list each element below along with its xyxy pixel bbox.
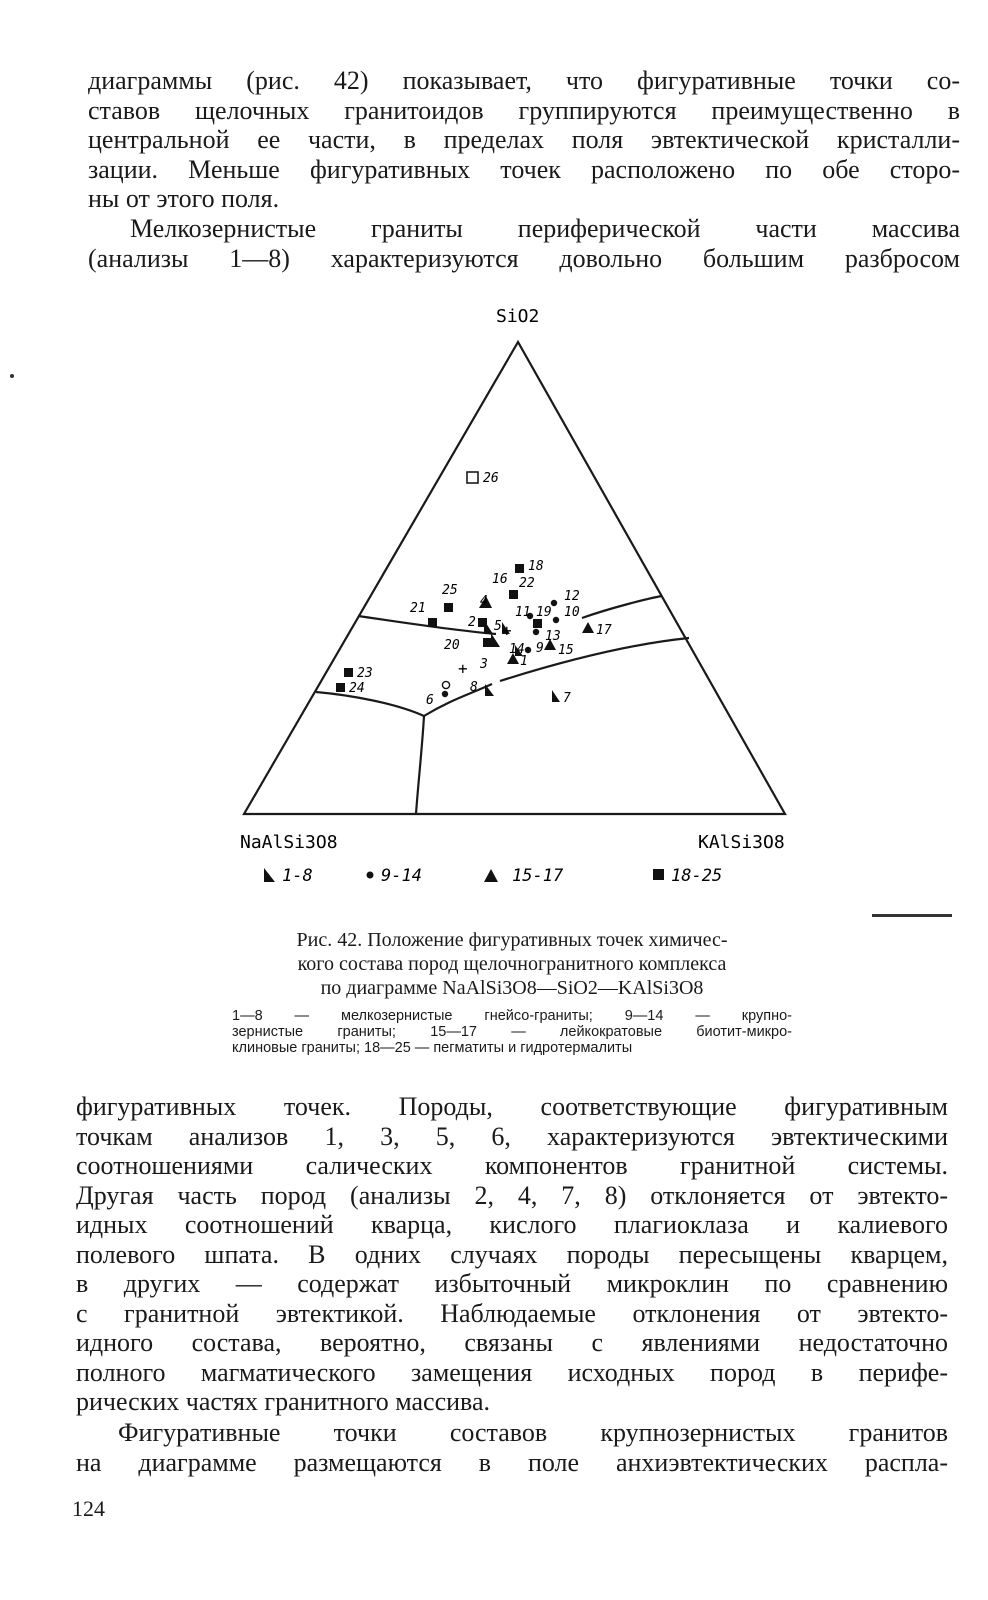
text-line: рических частях гранитного массива. — [76, 1387, 491, 1416]
figure-legend-caption — [232, 1008, 792, 1056]
point-label: 17 — [596, 623, 612, 638]
point-cross: + — [502, 621, 512, 640]
point-square — [515, 564, 524, 573]
point-circle — [551, 600, 557, 606]
text-line: Другая часть пород (анализы 2, 4, 7, 8) отклоняется от эвтекто- — [76, 1180, 948, 1210]
top-paragraph — [88, 66, 960, 214]
text-line: диаграммы (рис. 42) показывает, что фигуративные точки со- — [88, 66, 960, 95]
scan-mark — [872, 914, 952, 917]
legend-label: 9-14 — [381, 866, 422, 886]
caption-line: по диаграмме NaAlSi3O8—SiO2—KAlSi3O8 — [320, 977, 704, 999]
point-square — [444, 603, 453, 612]
text-line: фигуративных точек. Породы, соответствующие фигуративным — [76, 1092, 948, 1121]
legend-label: 1-8 — [282, 866, 313, 886]
figure-caption — [232, 928, 792, 1000]
point-square — [344, 668, 353, 677]
point-label: 20 — [444, 638, 460, 653]
text-line: Мелкозернистые граниты периферической части массива — [130, 214, 960, 243]
text-line: в других — содержат избыточный микроклин по сравнению — [76, 1269, 948, 1298]
legend-label: 15-17 — [512, 866, 564, 886]
point-label: 18 — [528, 559, 544, 574]
point-half-triangle — [552, 690, 560, 702]
text-line: соотношениями салических компонентов гранитной системы. — [76, 1151, 948, 1180]
caption-line: кого состава пород щелочногранитного комплекса — [297, 953, 727, 975]
point-square — [533, 619, 542, 628]
point-square — [336, 683, 345, 692]
point-label: 8 — [470, 680, 478, 695]
caption-line: Рис. 42. Положение фигуративных точек химичес- — [296, 929, 728, 951]
legend-circle-icon — [367, 872, 374, 879]
last-paragraph — [76, 1418, 948, 1477]
point-circle — [525, 647, 531, 653]
text-line: идных соотношений кварца, кислого плагиоклаза и калиевого — [76, 1210, 948, 1239]
point-circle — [533, 629, 539, 635]
point-square — [483, 638, 492, 647]
text-line: (анализы 1—8) характеризуются довольно большим разбросом — [88, 243, 960, 273]
point-label: 21 — [410, 601, 426, 616]
triangle-outline — [244, 342, 785, 814]
bottom-paragraph — [76, 1092, 948, 1417]
legend-half-triangle-icon — [264, 868, 275, 882]
point-label: 6 — [426, 693, 434, 708]
point-half-triangle — [491, 633, 500, 647]
point-label: 16 — [492, 572, 508, 587]
legend-line: 1—8 — мелкозернистые гнейсо-граниты; 9—14 — крупно- — [232, 1008, 792, 1024]
page-number: 124 — [72, 1496, 105, 1521]
point-label: 5 — [494, 619, 502, 634]
point-square — [509, 590, 518, 599]
text-line: полного магматического замещения исходных пород в перифе- — [76, 1357, 948, 1387]
point-label: 23 — [357, 666, 373, 681]
legend-line: зернистые граниты; 15—17 — лейкократовые биотит-микро- — [232, 1024, 792, 1040]
point-circle — [553, 617, 559, 623]
point-label: 26 — [483, 471, 499, 486]
point-label: 3 — [480, 657, 488, 672]
point-label: 25 — [442, 583, 458, 598]
point-open-circle — [442, 681, 449, 688]
point-label: 14 — [509, 642, 525, 657]
point-label: 15 — [558, 643, 574, 658]
legend-square-icon — [653, 869, 664, 880]
point-label: 24 — [349, 681, 365, 696]
upper-right-boundary — [582, 596, 662, 618]
point-label: 1 — [520, 654, 528, 669]
text-line: точкам анализов 1, 3, 5, 6, характеризуются эвтектическими — [76, 1121, 948, 1151]
text-line: идного состава, вероятно, связаны с явлениями недостаточно — [76, 1328, 948, 1357]
point-label: 7 — [563, 691, 571, 706]
text-line: ставов щелочных гранитоидов группируются преимущественно в — [88, 95, 960, 125]
text-line: на диаграмме размещаются в поле анхиэвтектических распла- — [76, 1447, 948, 1477]
text-line: центральной ее части, в пределах поля эвтектической кристалли- — [88, 125, 960, 154]
apex-albite-label: NaAlSi3O8 — [240, 832, 338, 853]
point-square — [428, 618, 437, 627]
point-label: 19 — [536, 605, 552, 620]
second-paragraph — [88, 214, 960, 273]
apex-orthoclase-label: KAlSi3O8 — [698, 832, 785, 853]
lower-left-boundary — [316, 692, 424, 716]
text-line: Фигуративные точки составов крупнозернистых гранитов — [118, 1418, 948, 1447]
point-label: 2 — [468, 615, 476, 630]
cotectic-boundary — [416, 716, 424, 814]
text-line: с гранитной эвтектикой. Наблюдаемые отклонения от эвтекто- — [76, 1298, 948, 1328]
ternary-diagram — [230, 300, 810, 900]
point-label: 10 — [564, 605, 580, 620]
legend-label: 18-25 — [671, 866, 723, 886]
apex-sio2-label: SiO2 — [496, 306, 540, 327]
point-cross: + — [458, 659, 468, 678]
point-label: 11 — [515, 605, 531, 620]
point-label: 13 — [545, 629, 561, 644]
lower-right-boundary — [500, 638, 689, 681]
text-line: полевого шпата. В одних случаях породы пересыщены кварцем, — [76, 1239, 948, 1269]
legend-triangle-icon — [484, 869, 498, 882]
point-triangle — [582, 622, 594, 633]
point-label: 22 — [519, 576, 535, 591]
point-label: 12 — [564, 589, 580, 604]
text-line: зации. Меньше фигуративных точек расположено по обе сторо- — [88, 154, 960, 184]
point-label: 9 — [536, 641, 544, 656]
point-circle — [442, 691, 448, 697]
point-label: 4 — [480, 594, 488, 609]
text-line: ны от этого поля. — [88, 184, 280, 213]
legend-line: клиновые граниты; 18—25 — пегматиты и гидротермалиты — [232, 1040, 633, 1056]
scan-speck — [10, 374, 14, 378]
point-open-square — [467, 472, 478, 483]
eutectic-boundary — [424, 684, 492, 716]
